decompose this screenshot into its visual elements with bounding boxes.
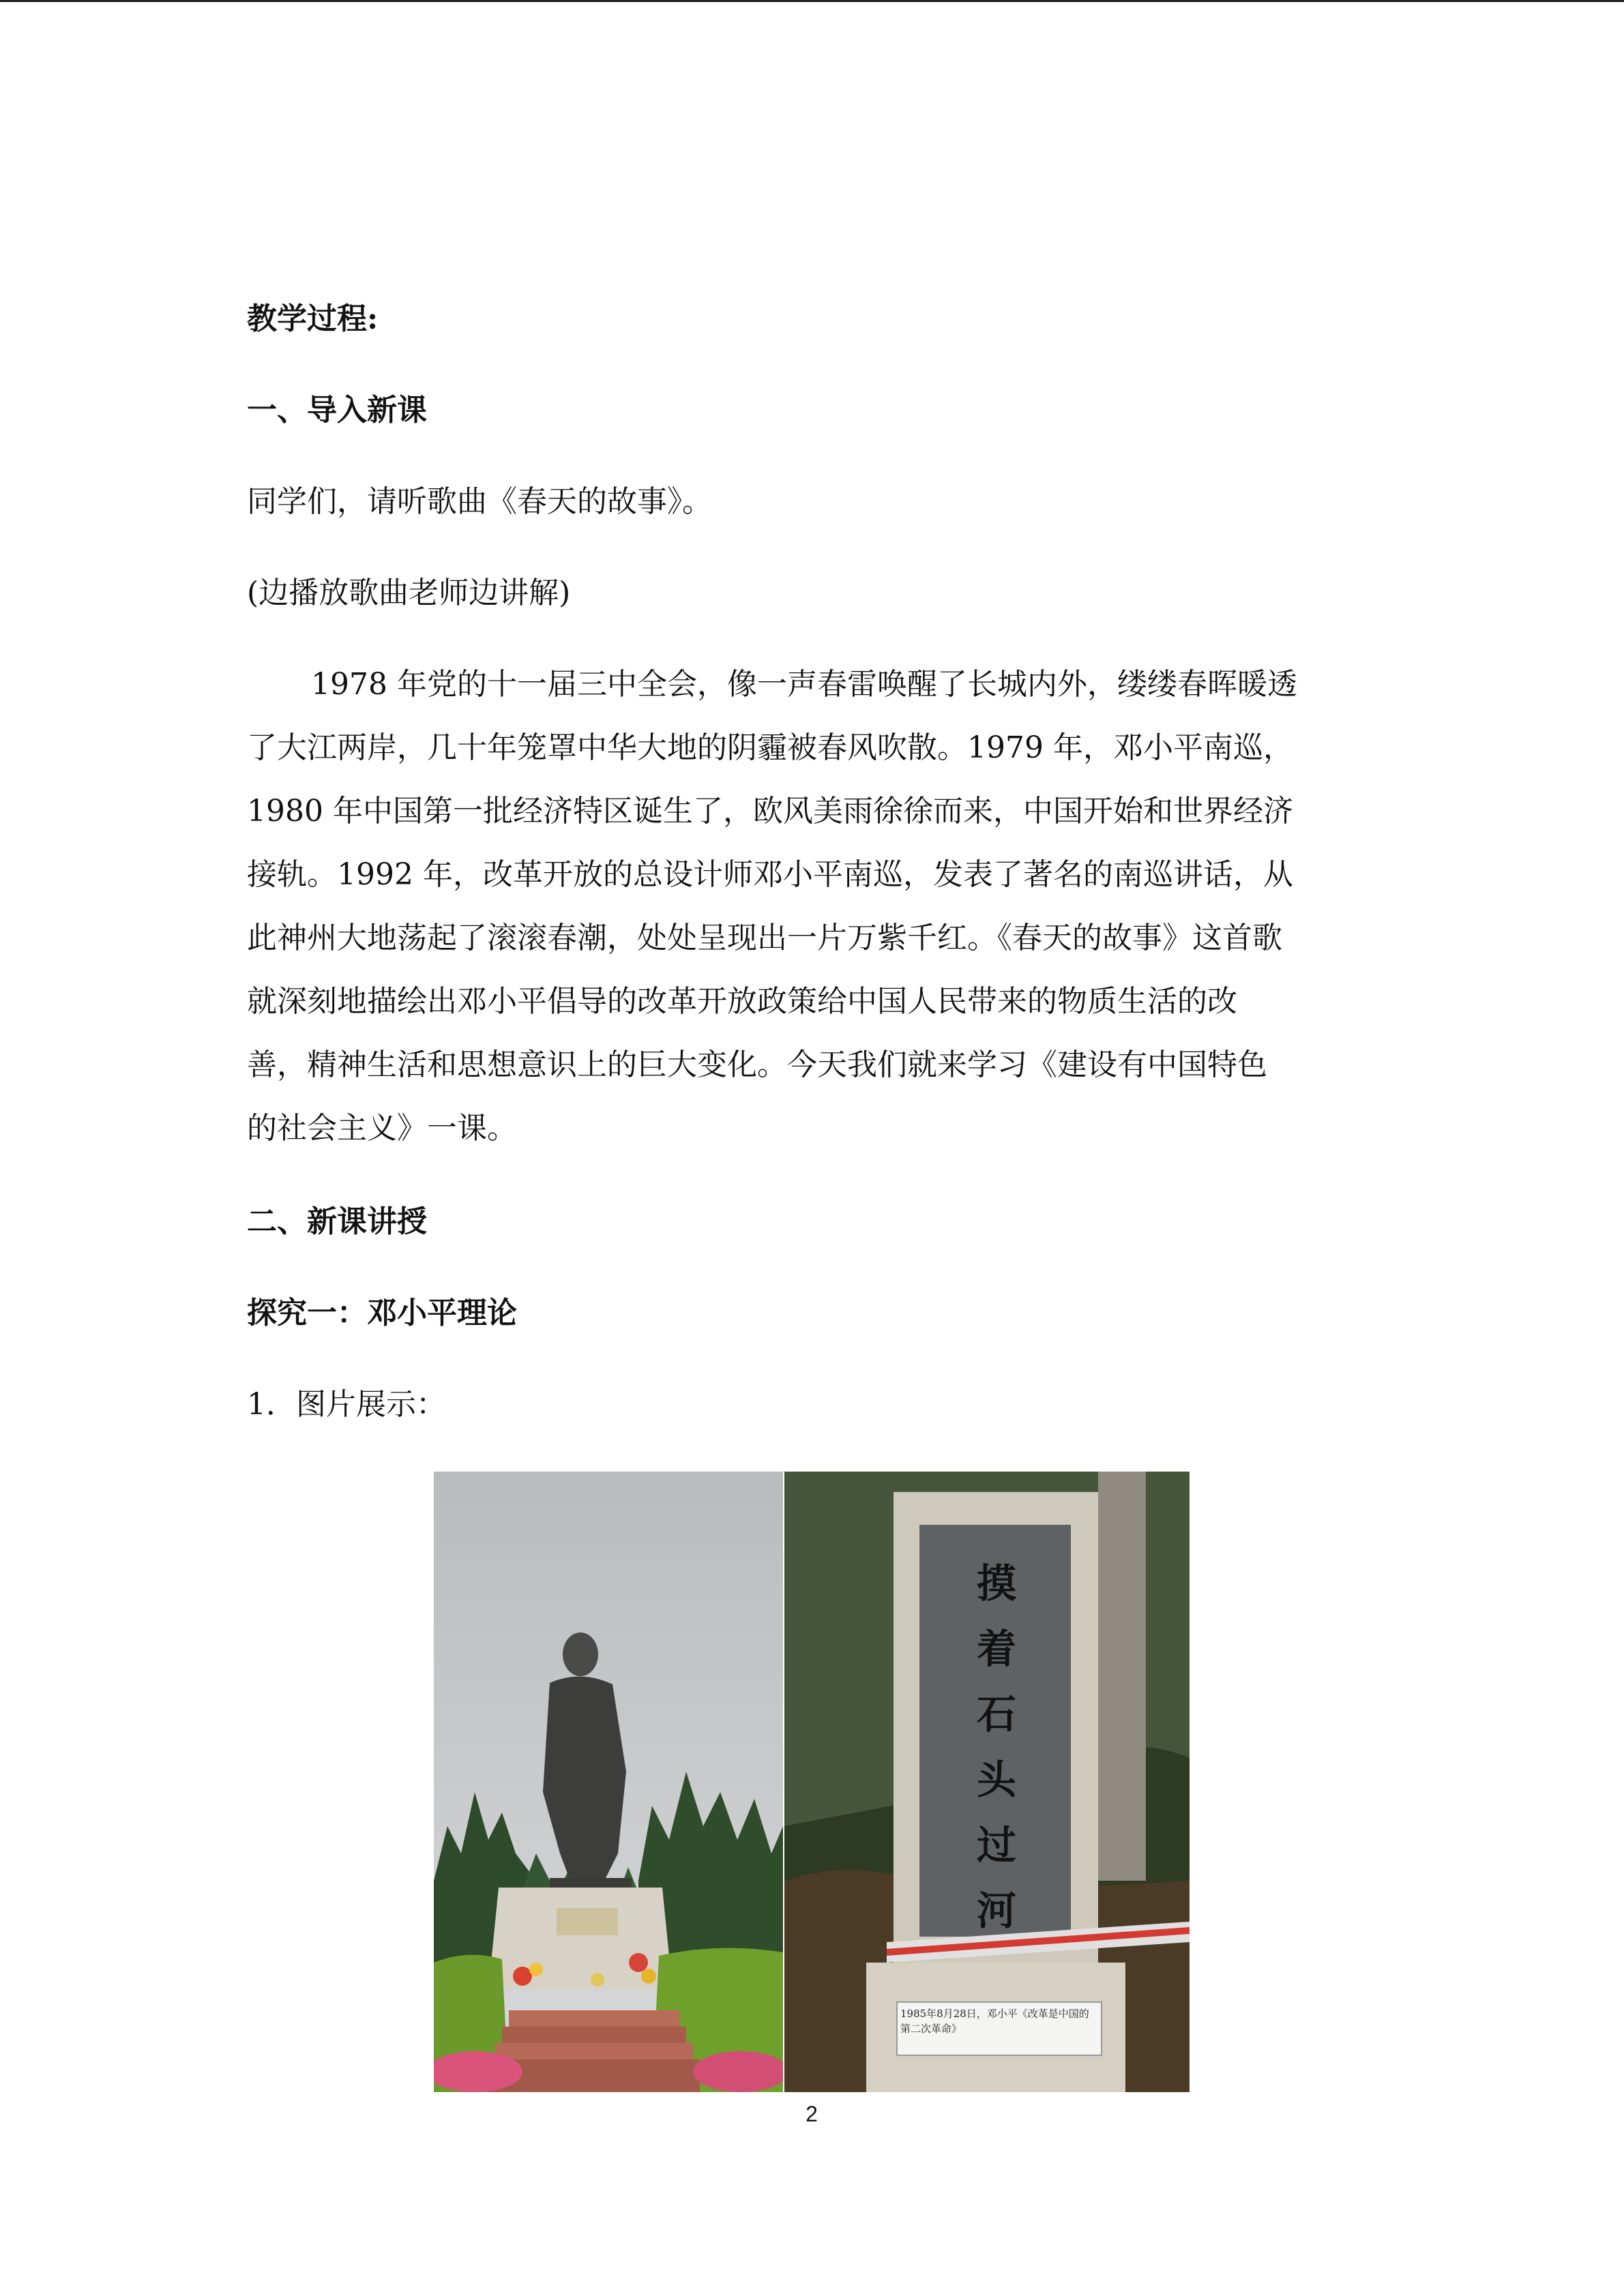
plaque-text (900, 2006, 1098, 2036)
paragraph-line: 善，精神生活和思想意识上的巨大变化。今天我们就来学习《建设有中国特色 (247, 1047, 1267, 1082)
item-1-label: 1．图片展示： (247, 1387, 446, 1422)
plaque-line: 第二次革命》 (900, 2023, 962, 2035)
paragraph-line: 了大江两岸，几十年笼罩中华大地的阴霾被春风吹散。1979 年，邓小平南巡， (247, 730, 1293, 765)
page-number: 2 (806, 2102, 818, 2126)
intro-line: 同学们，请听歌曲《春天的故事》。 (247, 484, 712, 519)
inscription-char: 头 (976, 1757, 1016, 1803)
inscription-char: 着 (976, 1626, 1016, 1672)
plaque-line: 1985年8月28日，邓小平《改革是中国的 (900, 2008, 1089, 2020)
inscription-char: 摸 (976, 1560, 1016, 1607)
paragraph-line: 1978 年党的十一届三中全会，像一声春雷唤醒了长城内外，缕缕春晖暖透 (311, 667, 1297, 702)
intro-note: (边播放歌曲老师边讲解) (247, 576, 571, 610)
section-2-title: 二、新课讲授 (247, 1204, 427, 1239)
inscription-char: 河 (976, 1888, 1016, 1934)
paragraph-line: 就深刻地描绘出邓小平倡导的改革开放政策给中国人民带来的物质生活的改 (247, 984, 1237, 1019)
stone-tablet-inscription (919, 1551, 1074, 1943)
explore-1-title: 探究一：邓小平理论 (247, 1296, 517, 1330)
paragraph-line: 接轨。1992 年，改革开放的总设计师邓小平南巡，发表了著名的南巡讲话，从 (247, 857, 1293, 892)
paragraph-line: 此神州大地荡起了滚滚春潮，处处呈现出一片万紫千红。《春天的故事》这首歌 (247, 921, 1282, 955)
paragraph-line: 1980 年中国第一批经济特区诞生了，欧风美雨徐徐而来，中国开始和世界经济 (247, 794, 1293, 829)
section-1-title: 一、导入新课 (247, 393, 427, 428)
page-top-border (0, 0, 1624, 2)
inscription-char: 过 (976, 1822, 1016, 1868)
heading-teaching-process: 教学过程: (247, 301, 379, 336)
inscription-char: 石 (976, 1691, 1016, 1738)
statue-photo (434, 1472, 783, 2092)
paragraph-line: 的社会主义》一课。 (247, 1111, 517, 1146)
